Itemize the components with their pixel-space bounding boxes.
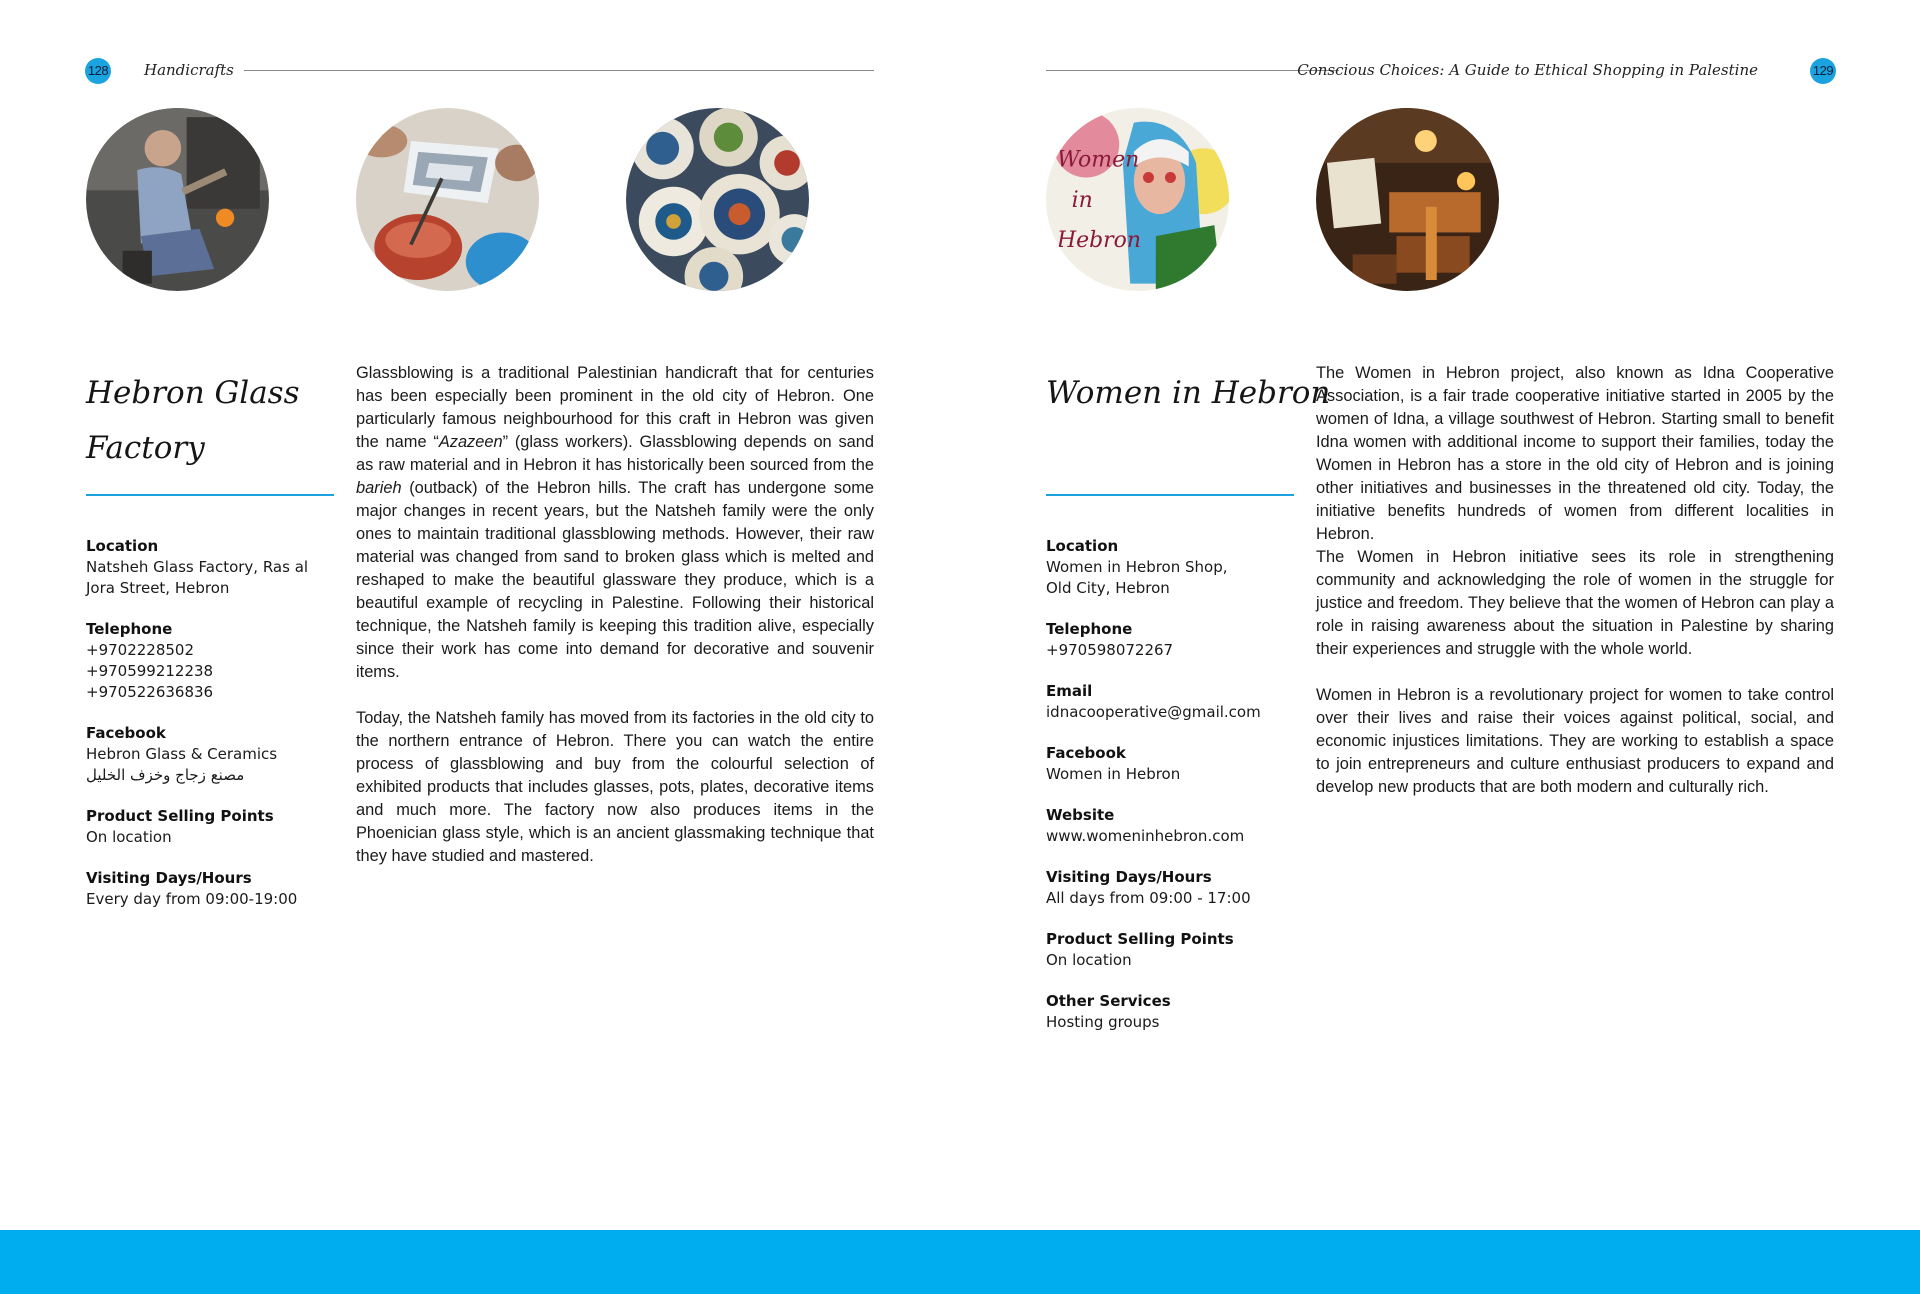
email-block <box>1046 681 1291 723</box>
website-label: Website <box>1046 806 1115 824</box>
other-services-value: Hosting groups <box>1046 1013 1160 1031</box>
svg-text:Women: Women <box>1056 147 1140 173</box>
facebook-block <box>1046 743 1291 785</box>
svg-text:in: in <box>1071 187 1093 213</box>
selling-points-label: Product Selling Points <box>1046 930 1234 948</box>
women-in-hebron-painting-photo <box>1046 108 1229 291</box>
telephone-number: +970599212238 <box>86 662 214 680</box>
title-line-1: Hebron Glass <box>86 375 300 411</box>
paragraph: Women in Hebron is a revolutionary project for women to take control over their lives and raise their voices against political, social, and economic injustices limitations. They are working to establish a space to join entrepreneurs and culture enthusiast producers to expand and develop new products that are both modern and culturally rich. <box>1316 686 1834 796</box>
location-line: Old City, Hebron <box>1046 579 1170 597</box>
facebook-block <box>86 723 331 786</box>
paragraph: Today, the Natsheh family has moved from its factories in the old city to the northern entrance of Hebron. There you can watch the entire process of glassblowing and buy from the colourful selection of exhibited products that includes glasses, pots, plates, decorative items and much more. The factory now also produces items in the Phoenician glass style, which is an ancient glassmaking technique that they have studied and mastered. <box>356 709 874 865</box>
contact-info <box>1046 536 1291 1053</box>
shop-interior-photo <box>1316 108 1499 291</box>
email-value: idnacooperative@gmail.com <box>1046 703 1261 721</box>
right-page <box>960 0 1920 1230</box>
facebook-name: Women in Hebron <box>1046 765 1181 783</box>
visiting-hours-label: Visiting Days/Hours <box>86 869 252 887</box>
facebook-label: Facebook <box>1046 744 1126 762</box>
title-rule <box>1046 494 1294 496</box>
location-line: Natsheh Glass Factory, Ras al <box>86 558 309 576</box>
left-page <box>0 0 960 1230</box>
selling-points-block <box>86 806 331 848</box>
emphasis-text: barieh <box>356 479 402 497</box>
location-label: Location <box>1046 537 1119 555</box>
telephone-label: Telephone <box>86 620 173 638</box>
location-label: Location <box>86 537 159 555</box>
selling-points-value: On location <box>1046 951 1132 969</box>
telephone-block <box>1046 619 1291 661</box>
paragraph <box>356 362 874 684</box>
paragraph: The Women in Hebron project, also known as Idna Cooperative Association, is a fair trade cooperative initiative started in 2005 by the women of Idna, a village southwest of Hebron. Starting small to benefit Idna women with additional income to support their families, today the Women in Hebron has a store in the old city of Hebron and is joining other initiatives and businesses in the threatened old city. Today, the initiative benefits hundreds of women from different localities in Hebron. <box>1316 364 1834 543</box>
svg-text:Hebron: Hebron <box>1056 228 1142 254</box>
emphasis-text: Azazeen <box>438 433 503 451</box>
website-value: www.womeninhebron.com <box>1046 827 1245 845</box>
visiting-hours-value: Every day from 09:00-19:00 <box>86 890 298 908</box>
glassblower-photo <box>86 108 269 291</box>
ceramic-plates-photo <box>626 108 809 291</box>
selling-points-label: Product Selling Points <box>86 807 274 825</box>
book-title: Conscious Choices: A Guide to Ethical Shopping in Palestine <box>1297 61 1758 79</box>
page-number-badge: 129 <box>1810 58 1836 84</box>
listing-title: Women in Hebron <box>1046 375 1331 411</box>
article-body <box>356 362 874 868</box>
location-line: Jora Street, Hebron <box>86 579 230 597</box>
location-line: Women in Hebron Shop, <box>1046 558 1228 576</box>
bottom-color-bar <box>0 1230 1920 1294</box>
contact-info <box>86 536 331 930</box>
title-line-2: Factory <box>86 430 205 466</box>
other-services-label: Other Services <box>1046 992 1171 1010</box>
visiting-hours-value: All days from 09:00 - 17:00 <box>1046 889 1251 907</box>
paragraph-text: (outback) of the Hebron hills. The craft has undergone some major changes in recent years, but the Natsheh family were the only ones to maintain traditional glassblowing methods. However, their raw material was changed from sand to broken glass which is melted and reshaped to make the beautiful glassware they produce, which is a beautiful example of recycling in Palestine. Following their historical technique, the Natsheh family is keeping this tradition alive, especially since their work has come into demand for decorative and souvenir items. <box>356 479 874 681</box>
facebook-name: Hebron Glass & Ceramics <box>86 745 278 763</box>
header-rule <box>244 70 874 71</box>
telephone-number: +9702228502 <box>86 641 195 659</box>
other-services-block <box>1046 991 1291 1033</box>
painting-ceramics-photo <box>356 108 539 291</box>
header-rule <box>1046 70 1339 71</box>
telephone-number: +970522636836 <box>86 683 214 701</box>
telephone-label: Telephone <box>1046 620 1133 638</box>
article-body <box>1316 362 1834 799</box>
page-number-badge: 128 <box>85 58 111 84</box>
selling-points-value: On location <box>86 828 172 846</box>
facebook-label: Facebook <box>86 724 166 742</box>
telephone-block <box>86 619 331 703</box>
listing-title <box>86 366 300 476</box>
location-block <box>86 536 331 599</box>
paragraph-text: ” (glass workers). Glassblowing depends on sand as raw material and in Hebron it has historically been sourced from the <box>356 433 874 474</box>
website-block <box>1046 805 1291 847</box>
telephone-number: +970598072267 <box>1046 641 1174 659</box>
location-block <box>1046 536 1291 599</box>
visiting-hours-label: Visiting Days/Hours <box>1046 868 1212 886</box>
title-rule <box>86 494 334 496</box>
paragraph: The Women in Hebron initiative sees its role in strengthening community and acknowledging the role of women in the struggle for justice and freedom. They believe that the women of Hebron can play a role in raising awareness about the situation in Palestine by sharing their experiences and struggle with the whole world. <box>1316 548 1834 658</box>
email-label: Email <box>1046 682 1093 700</box>
selling-points-block <box>1046 929 1291 971</box>
visiting-hours-block <box>86 868 331 910</box>
facebook-name-arabic: مصنع زجاج وخزف الخليل <box>86 766 245 784</box>
section-title: Handicrafts <box>144 61 234 79</box>
paragraph-text: Glassblowing is a traditional Palestinian handicraft that for centuries has been especially been prominent in the old city of Hebron. One particularly famous neighbourhood for this craft in Hebron was given the name “ <box>356 364 874 451</box>
visiting-hours-block <box>1046 867 1291 909</box>
